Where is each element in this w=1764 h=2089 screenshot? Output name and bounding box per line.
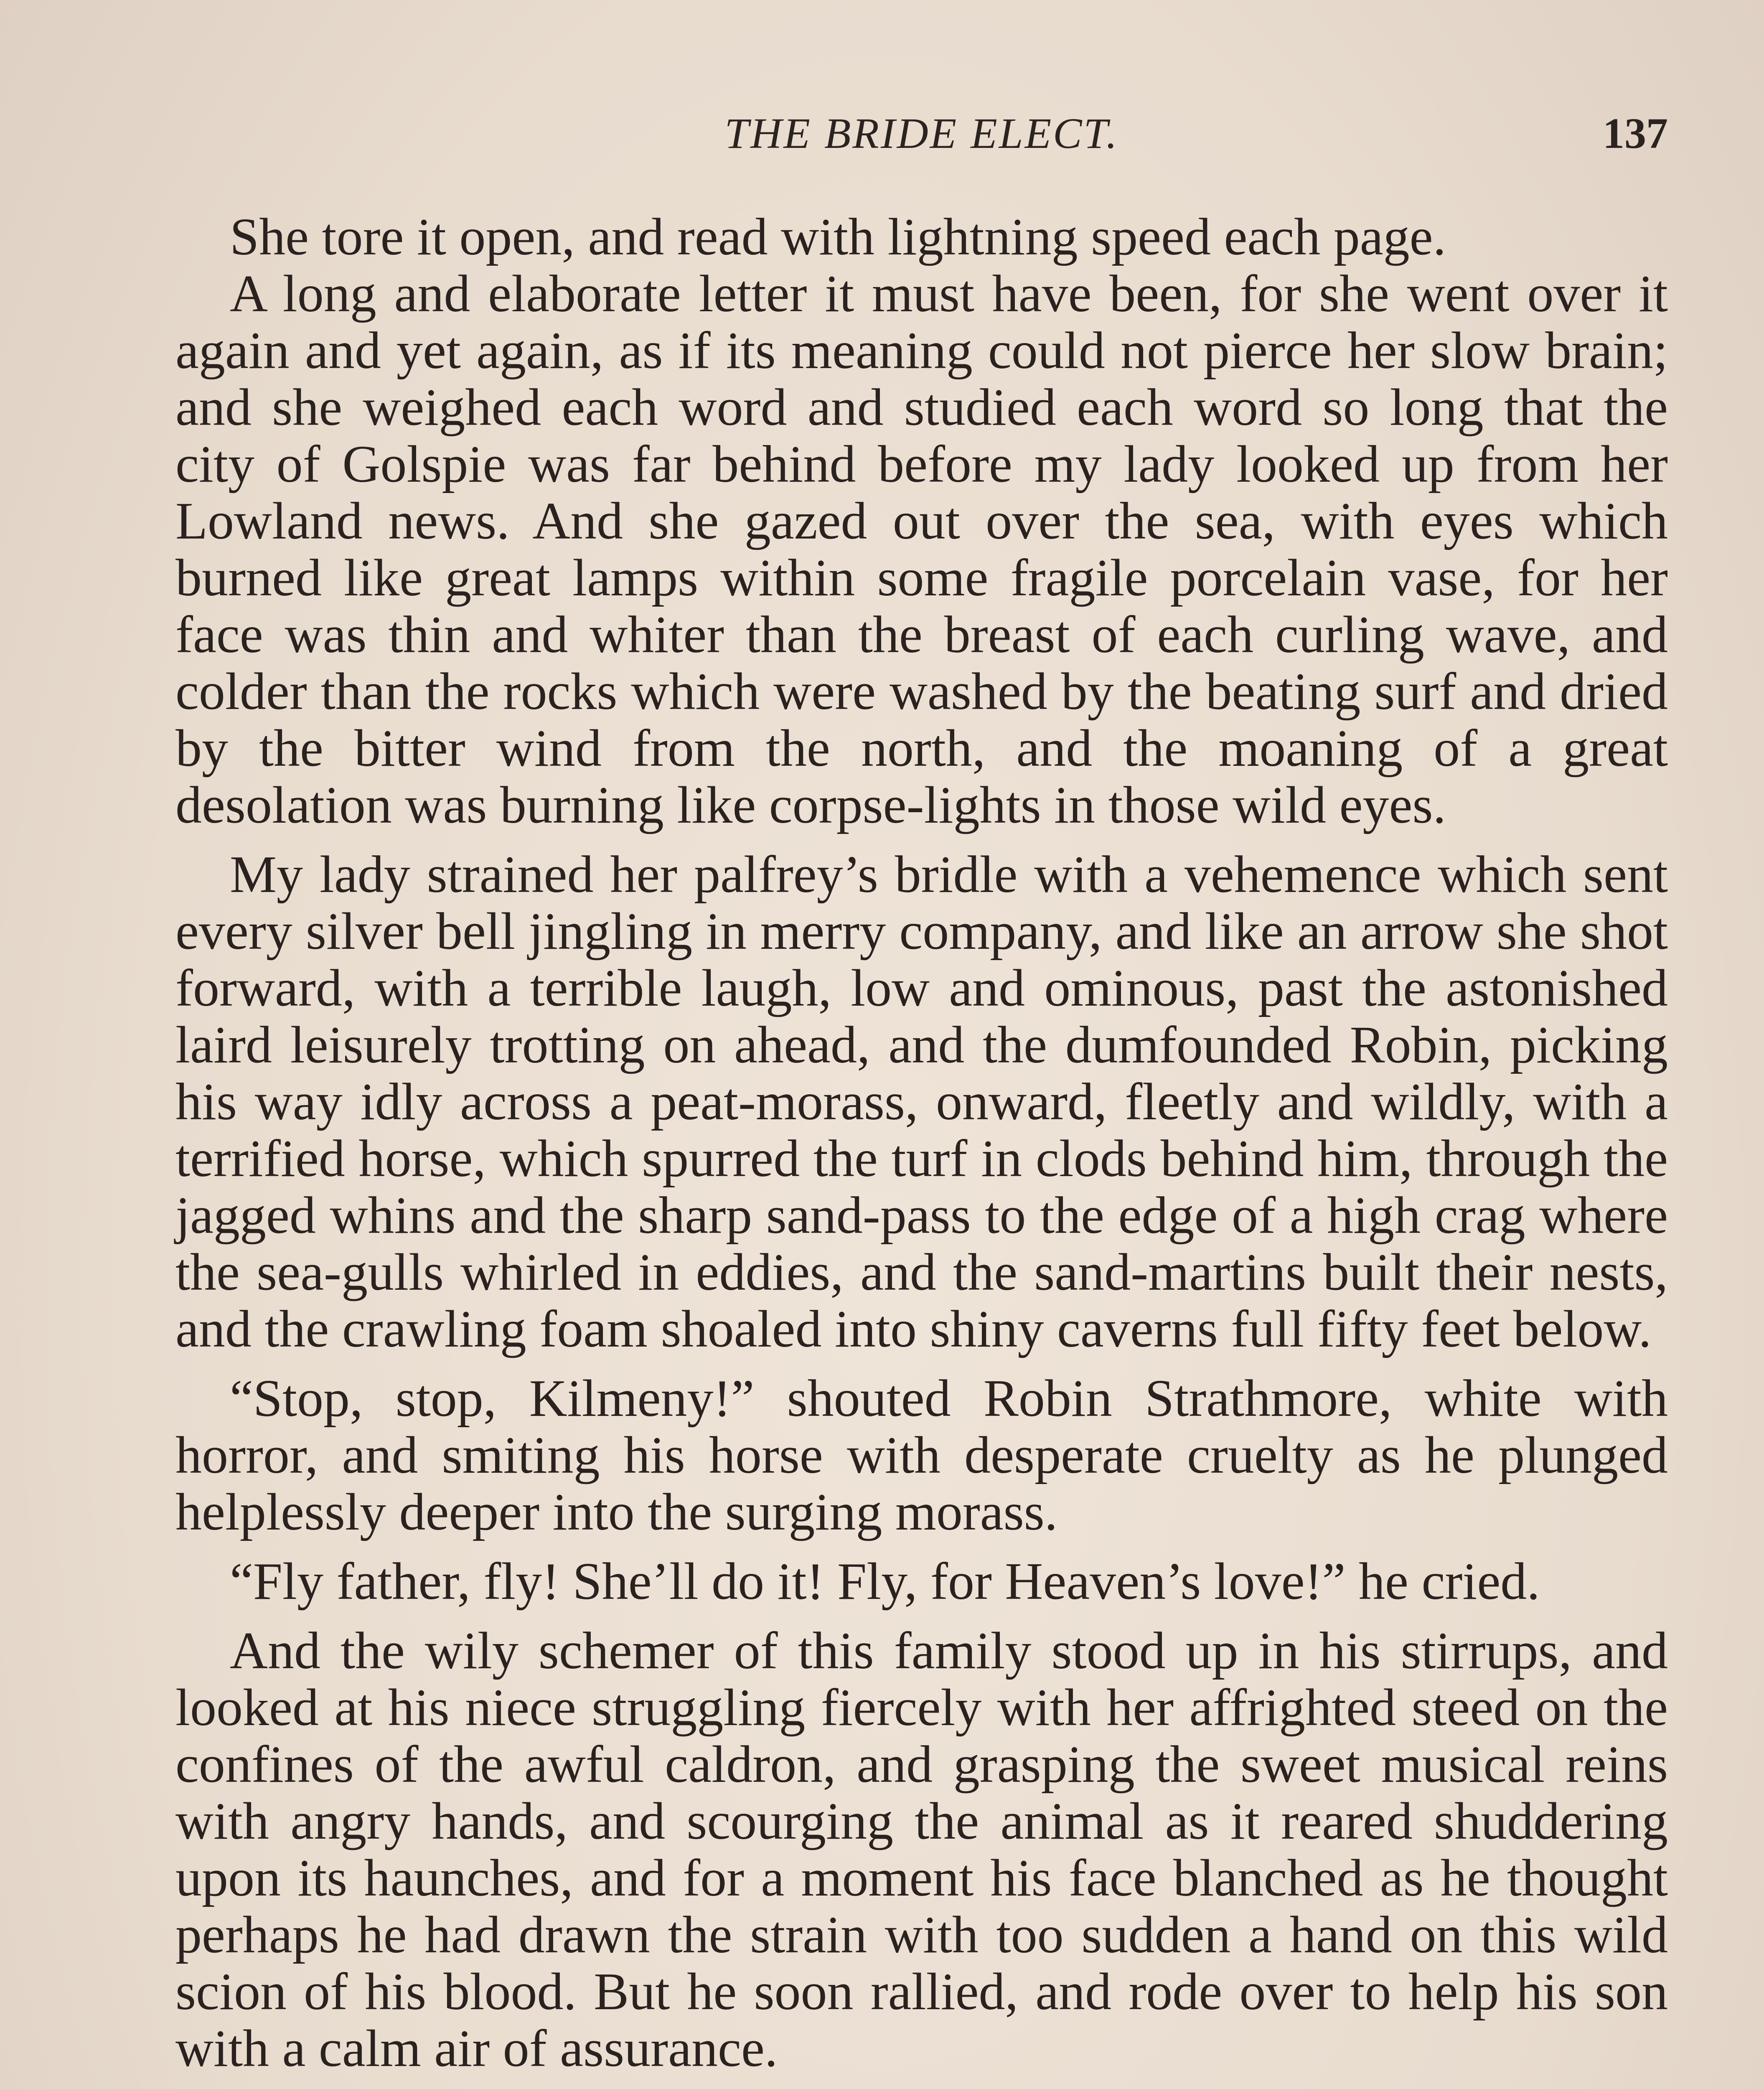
paragraph: “Stop, stop, Kilmeny!” shouted Robin Strathmore, white with horror, and smiting his horse with desperate cruelty as he plunged helplessly deeper into the surging morass. xyxy=(175,1370,1668,1541)
paragraph: “Fly father, fly! She’ll do it! Fly, for Heaven’s love!” he cried. xyxy=(230,1553,1540,1611)
paragraph: My lady strained her palfrey’s bridle with a vehemence which sent every silver bell jingling in merry company, and like an arrow she shot forward, with a terrible laugh, low and ominous, past the astonished laird leisurely trotting on ahead, and the dumfounded Robin, picking his way idly across a peat-morass, onward, fleetly and wildly, with a terrified horse, which spurred the turf in clods behind him, through the jagged whins and the sharp sand-pass to the edge of a high crag where the sea-gulls whirled in eddies, and the sand-martins built their nests, and the crawling foam shoaled into shiny caverns full fifty feet below. xyxy=(175,846,1668,1358)
running-title: THE BRIDE ELECT. xyxy=(724,109,1119,158)
paragraph: And the wily schemer of this family stood up in his stirrups, and looked at his niece struggling fiercely with her affrighted steed on the confines of the awful caldron, and grasping the sweet musical reins with angry hands, and scourging the animal as it reared shuddering upon its haunches, and for a moment his face blanched as he thought perhaps he had drawn the strain with too sudden a hand on this wild scion of his blood. But he soon rallied, and rode over to help his son with a calm air of assurance. xyxy=(175,1622,1668,2078)
page-header xyxy=(175,104,1668,167)
paragraph: A long and elaborate letter it must have been, for she went over it again and yet again, as if its meaning could not pierce her slow brain; and she weighed each word and studied each word so long that the city of Golspie was far behind before my lady looked up from her Lowland news. And she gazed out over the sea, with eyes which burned like great lamps within some fragile porcelain vase, for her face was thin and whiter than the breast of each curling wave, and colder than the rocks which were washed by the beating surf and dried by the bitter wind from the north, and the moaning of a great desolation was burning like corpse-lights in those wild eyes. xyxy=(175,265,1668,834)
page-number: 137 xyxy=(1603,109,1668,158)
paragraph: She tore it open, and read with lightning speed each page. xyxy=(230,208,1446,266)
body-text xyxy=(175,209,1668,2089)
